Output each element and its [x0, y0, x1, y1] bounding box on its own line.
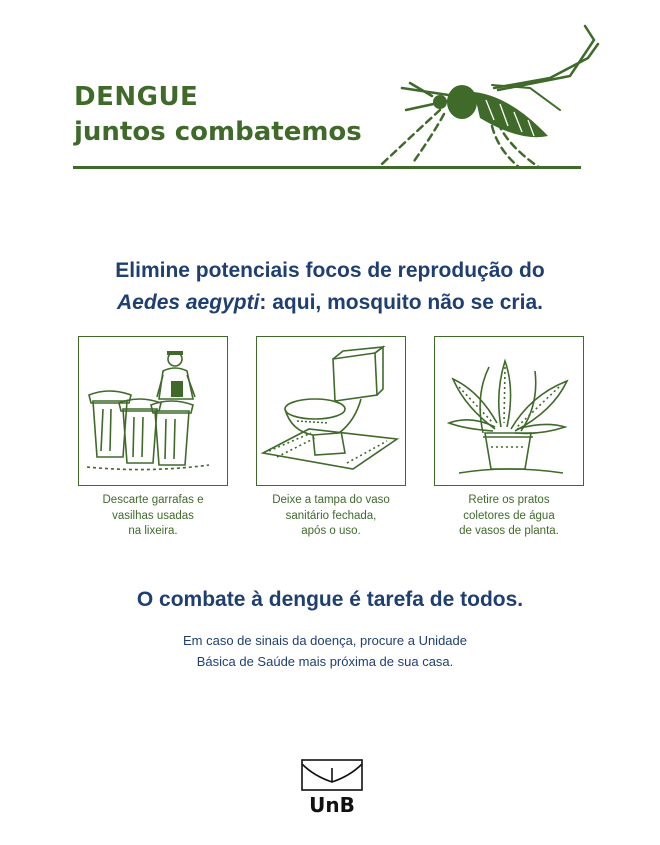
tip-caption-trash — [68, 493, 238, 540]
caption-line: coletores de água — [463, 509, 555, 522]
main-message: O combate à dengue é tarefa de todos. — [136, 588, 524, 611]
headline — [40, 255, 620, 319]
headline-line-1: Elimine potenciais focos de reprodução do — [115, 259, 545, 282]
caption-line: Retire os pratos — [468, 494, 550, 506]
species-name: Aedes aegypti — [117, 291, 260, 314]
caption-line: Descarte garrafas e — [102, 494, 204, 506]
headline-line-2 — [40, 287, 620, 319]
title: DENGUE — [74, 82, 199, 112]
note-line: Básica de Saúde mais próxima de sua casa. — [196, 654, 454, 669]
note-line: Em caso de sinais da doença, procure a Unidade — [182, 633, 467, 648]
mosquito-illustration — [370, 18, 615, 168]
toilet-illustration — [257, 337, 404, 484]
tip-card-plant — [434, 336, 584, 486]
caption-line: Deixe a tampa do vaso — [272, 494, 390, 506]
caption-line: vasilhas usadas — [112, 509, 194, 522]
header — [0, 0, 660, 180]
headline-line-2-rest: : aqui, mosquito não se cria. — [259, 291, 543, 314]
tip-caption-toilet — [246, 493, 416, 540]
tip-card-toilet — [256, 336, 406, 486]
health-note — [150, 630, 500, 672]
unb-book-logo — [300, 758, 364, 792]
trash-bins-illustration — [79, 337, 226, 484]
tip-card-trash — [78, 336, 228, 486]
subtitle: juntos combatemos — [74, 117, 362, 147]
unb-logo-text: UnB — [309, 793, 355, 817]
caption-line: após o uso. — [301, 525, 361, 537]
potted-plant-illustration — [435, 337, 582, 484]
tip-caption-plant — [424, 493, 594, 540]
caption-line: na lixeira. — [128, 525, 178, 537]
caption-line: de vasos de planta. — [459, 525, 559, 537]
caption-line: sanitário fechada, — [285, 509, 377, 522]
